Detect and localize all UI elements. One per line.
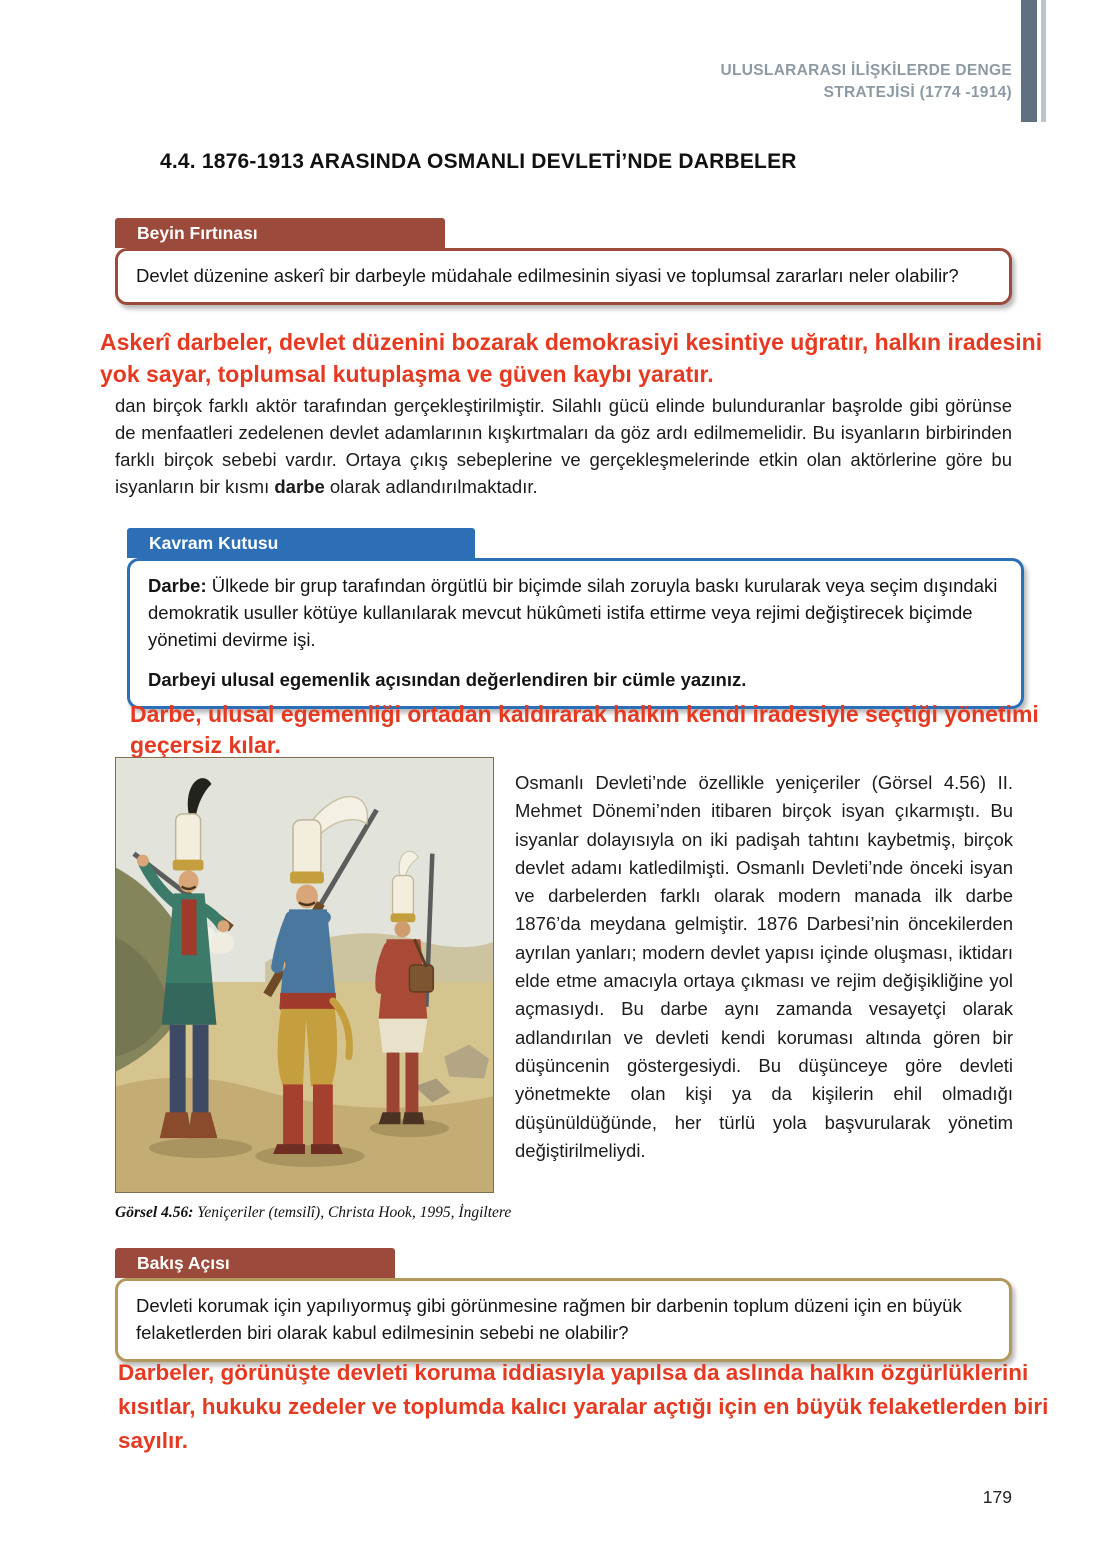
intro-text-lead: dan birçok farklı aktör tarafından gerçekleştirilmiştir. Silahlı gücü elinde bulunduranlar başrolde gibi görünse de menfaatleri zedelenen devlet adamlarının kışkırtmaları da göz ardı edilmemelidir. Bu isyanların birbirinden farklı birçok sebebi vardır. Ortaya çıkış sebeplerine ve gerçekleşmelerinde etkin olan aktörlerine göre bu isyanların bir kısmı [115,395,1012,497]
section-title: 4.4. 1876-1913 ARASINDA OSMANLI DEVLETİ’NDE DARBELER [160,150,797,173]
figure-4-56 [115,757,494,1193]
janissaries-illustration [115,757,494,1193]
perspective-tab: Bakış Açısı [115,1248,395,1278]
concept-box [127,528,1024,709]
brainstorm-answer: Askerî darbeler, devlet düzenini bozarak demokrasiyi kesintiye uğratır, halkın iradesini yok sayar, toplumsal kutuplaşma ve güven kaybı yaratır. [100,329,1043,387]
concept-answer: Darbe, ulusal egemenliği ortadan kaldırarak halkın kendi iradesiyle seçtiği yönetimi geçersiz kılar. [130,701,1039,758]
brainstorm-question: Devlet düzenine askerî bir darbeyle müdahale edilmesinin siyasi ve toplumsal zararları neler olabilir? [136,265,959,286]
perspective-answer: Darbeler, görünüşte devleti koruma iddiasıyla yapılsa da aslında halkın özgürlüklerini kısıtlar, hukuku zedeler ve toplumda kalıcı yaralar açtığı için en büyük felaketlerden biri sayılır. [118,1360,1049,1453]
perspective-question: Devleti korumak için yapılıyormuş gibi görünmesine rağmen bir darbenin toplum düzeni için en büyük felaketlerden biri olarak kabul edilmesinin sebebi ne olabilir? [136,1295,962,1344]
brainstorm-tab: Beyin Fırtınası [115,218,445,248]
page-number: 179 [982,1487,1012,1507]
concept-content-box [127,558,1024,709]
brainstorm-question-box [115,248,1012,305]
perspective-question-box [115,1278,1012,1362]
main-paragraph: Osmanlı Devleti’nde özellikle yeniçeriler (Görsel 4.56) II. Mehmet Dönemi’nden itibaren birçok isyan çıkarmıştı. Bu isyanlar dolayısıyla on iki padişah tahtını kaybetmiş, birçok devlet adamı katledilmişti. Osmanlı Devleti’nde önceki isyan ve darbelerden farklı olarak modern manada ilk darbe 1876’da meydana gelmiştir. 1876 Darbesi’nin öncekilerden ayrılan yanları; modern devlet yapısı içinde oluşması, iktidarı elde etme amacıyla ortaya çıkması ve rejim değişikliğine yol açmasıydı. Bu darbe aynı zamanda vesayetçi olarak adlandırılan ve devleti kendi koruması altında gören bir düşüncenin göstergesiydi. Bu düşünceye göre devleti yönetmekte olan kişi ya da kişilerin ehil olmadığı düşünüldüğünde, her türlü yola başvurularak yönetim değiştirilmeliydi. [515,772,1013,1161]
edge-bar-dark [1021,0,1037,122]
chapter-header [560,60,1012,103]
brainstorm-box [115,218,1012,305]
intro-text-tail: olarak adlandırılmaktadır. [324,476,538,497]
edge-bar-light [1041,0,1046,122]
concept-prompt: Darbeyi ulusal egemenlik açısından değerlendiren bir cümle yazınız. [148,668,747,690]
chapter-header-line1: ULUSLARARASI İLİŞKİLERDE DENGE [720,62,1012,79]
chapter-header-line2: STRATEJİSİ (1774 -1914) [823,83,1012,101]
perspective-box [115,1248,1012,1362]
intro-paragraph [115,392,1012,500]
concept-definition-text: Ülkede bir grup tarafından örgütlü bir biçimde silah zoruyla baskı kurularak veya seçim dışındaki demokratik usuller kötüye kullanılarak mevcut hükûmeti istifa ettirme veya rejimi değiştirecek biçimde yönetimi devirme işi. [148,575,998,651]
concept-definition [148,572,1003,654]
intro-bold-term: darbe [274,476,325,497]
concept-term: Darbe: [148,575,207,596]
figure-caption [115,1204,555,1222]
figure-caption-text: Yeniçeriler (temsilî), Christa Hook, 1995, İngiltere [193,1204,512,1221]
figure-caption-label: Görsel 4.56: [115,1204,194,1221]
concept-tab: Kavram Kutusu [127,528,475,558]
